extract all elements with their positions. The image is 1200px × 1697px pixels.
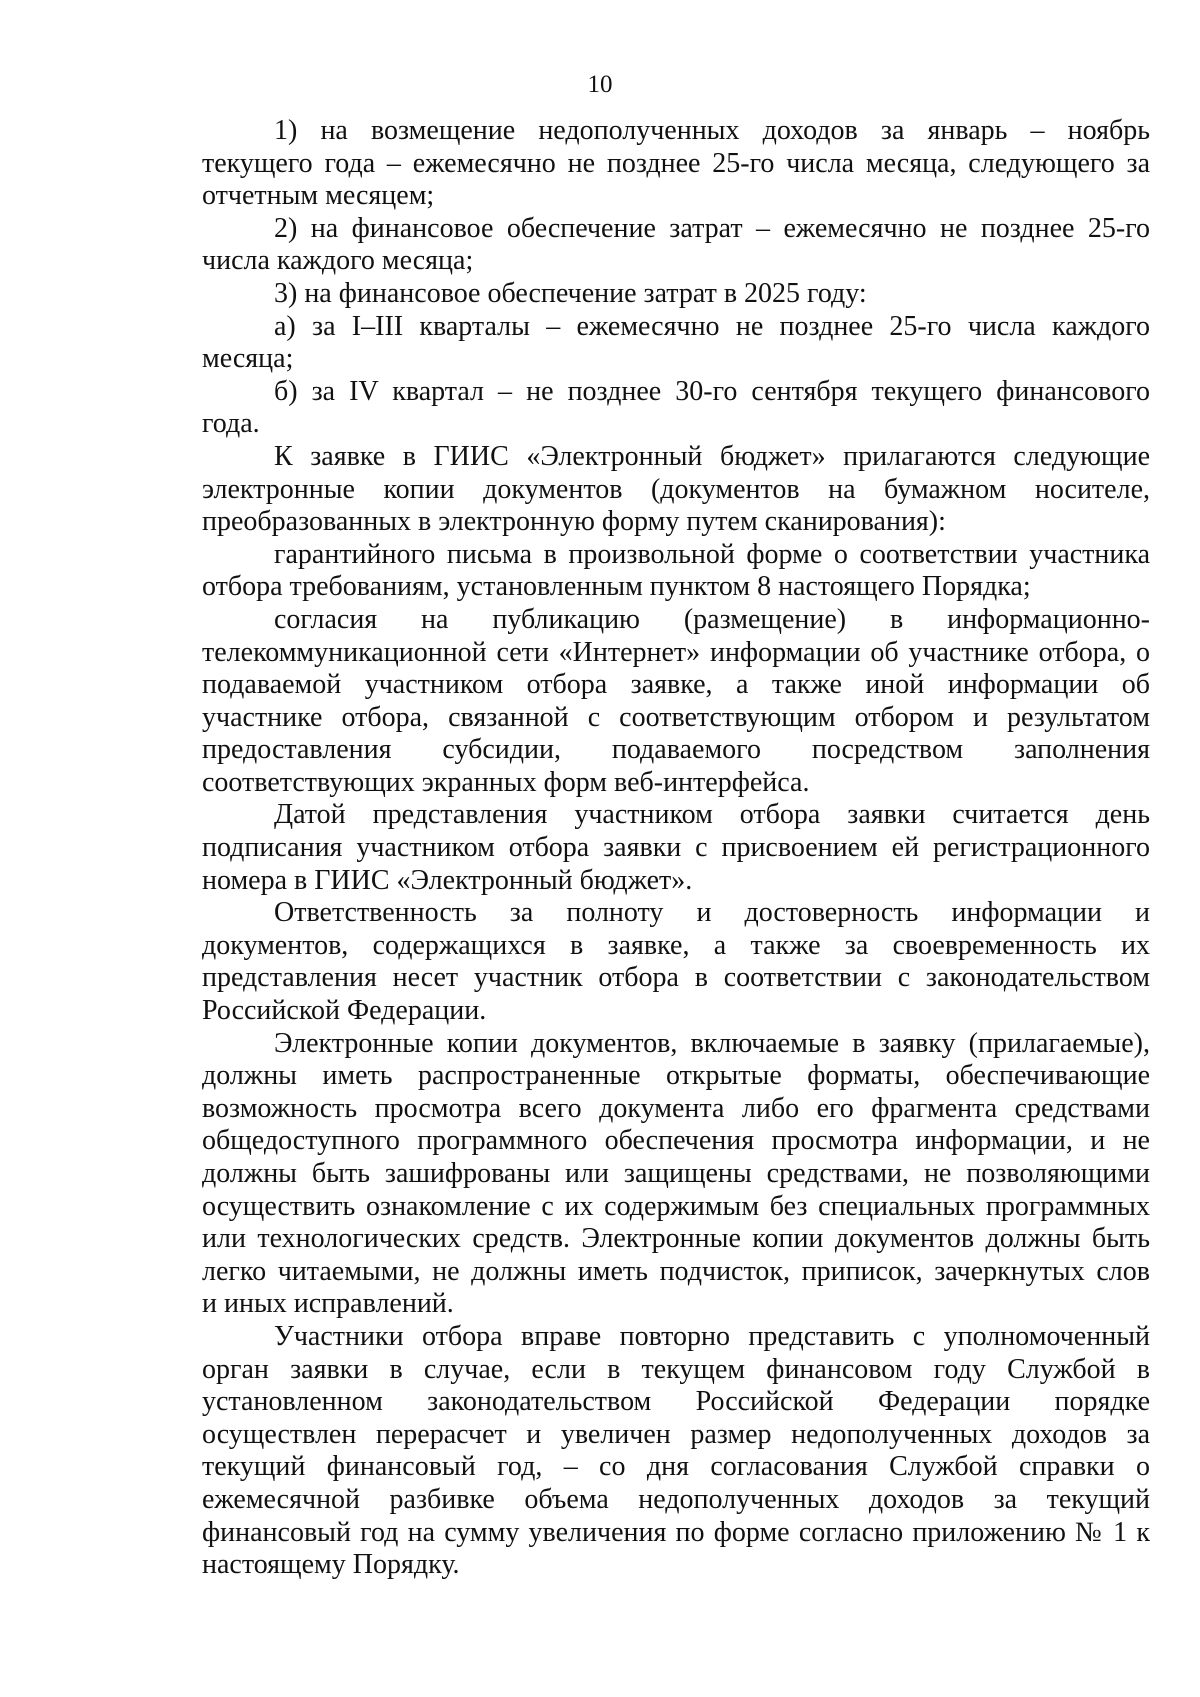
text-line: Датой представления участником отбора заявки считается день [274, 799, 1150, 831]
paragraph [202, 604, 1150, 800]
text-line: 3) на финансовое обеспечение затрат в 2025 году: [274, 277, 867, 309]
text-line: установленном законодательством Российской Федерации порядке [202, 1386, 1150, 1418]
text-line: документов, содержащихся в заявке, а также за своевременность их [202, 929, 1150, 961]
text-line: осуществить ознакомление с их содержимым без специальных программных [202, 1190, 1150, 1222]
document-body [202, 115, 1150, 1582]
paragraph [202, 799, 1150, 897]
paragraph [202, 897, 1150, 1027]
text-line: месяца; [202, 343, 294, 375]
text-line: осуществлен перерасчет и увеличен размер недополученных доходов за [202, 1418, 1150, 1450]
text-line: орган заявки в случае, если в текущем финансовом году Службой в [202, 1353, 1150, 1385]
text-line: и иных исправлений. [202, 1288, 454, 1320]
text-line: текущего года – ежемесячно не позднее 25-го числа месяца, следующего за [202, 147, 1150, 179]
text-line: ежемесячной разбивке объема недополученных доходов за текущий [202, 1483, 1150, 1515]
paragraph [202, 1028, 1150, 1321]
paragraph [202, 115, 1150, 213]
paragraph [202, 441, 1150, 539]
text-line: представления несет участник отбора в соответствии с законодательством [202, 962, 1150, 994]
text-line: участнике отбора, связанной с соответствующим отбором и результатом [202, 701, 1150, 733]
text-line: гарантийного письма в произвольной форме о соответствии участника [274, 538, 1150, 570]
text-line: а) за I–III кварталы – ежемесячно не позднее 25-го числа каждого [274, 310, 1150, 342]
text-line: должны иметь распространенные открытые форматы, обеспечивающие [202, 1060, 1150, 1092]
text-line: легко читаемыми, не должны иметь подчисток, приписок, зачеркнутых слов [202, 1255, 1150, 1287]
text-line: преобразованных в электронную форму путем сканирования): [202, 506, 946, 538]
page-number: 10 [587, 71, 613, 98]
text-line: числа каждого месяца; [202, 245, 474, 277]
paragraph [202, 278, 1150, 311]
paragraph [202, 376, 1150, 441]
text-line: б) за IV квартал – не позднее 30-го сентября текущего финансового [274, 375, 1150, 407]
text-line: Российской Федерации. [202, 995, 487, 1027]
text-line: настоящему Порядку. [202, 1549, 460, 1581]
text-line: подписания участником отбора заявки с присвоением ей регистрационного [202, 832, 1150, 864]
text-line: Электронные копии документов, включаемые в заявку (прилагаемые), [274, 1027, 1150, 1059]
text-line: соответствующих экранных форм веб-интерфейса. [202, 766, 810, 798]
text-line: подаваемой участником отбора заявке, а также иной информации об [202, 669, 1150, 701]
text-line: финансовый год на сумму увеличения по форме согласно приложению № 1 к [202, 1516, 1150, 1548]
text-line: Участники отбора вправе повторно представить с уполномоченный [274, 1320, 1150, 1352]
paragraph [202, 539, 1150, 604]
text-line: возможность просмотра всего документа либо его фрагмента средствами [202, 1092, 1150, 1124]
text-line: или технологических средств. Электронные копии документов должны быть [202, 1223, 1150, 1255]
text-line: отчетным месяцем; [202, 180, 435, 212]
text-line: должны быть зашифрованы или защищены средствами, не позволяющими [202, 1158, 1150, 1189]
text-line: года. [202, 408, 260, 440]
text-line: К заявке в ГИИС «Электронный бюджет» прилагаются следующие [274, 440, 1150, 472]
text-line: Ответственность за полноту и достоверность информации и [274, 897, 1150, 929]
text-line: телекоммуникационной сети «Интернет» информации об участнике отбора, о [202, 636, 1150, 668]
text-line: номера в ГИИС «Электронный бюджет». [202, 864, 693, 896]
text-line: согласия на публикацию (размещение) в информационно- [274, 603, 1150, 635]
text-line: 1) на возмещение недополученных доходов за январь – ноябрь [274, 115, 1150, 146]
text-line: 2) на финансовое обеспечение затрат – ежемесячно не позднее 25-го [274, 212, 1150, 244]
paragraph [202, 311, 1150, 376]
text-line: отбора требованиям, установленным пунктом 8 настоящего Порядка; [202, 571, 1031, 603]
text-line: общедоступного программного обеспечения просмотра информации, и не [202, 1125, 1150, 1157]
text-line: электронные копии документов (документов на бумажном носителе, [202, 473, 1150, 505]
paragraph [202, 213, 1150, 278]
text-line: предоставления субсидии, подаваемого посредством заполнения [202, 734, 1150, 766]
paragraph [202, 1321, 1150, 1582]
text-line: текущий финансовый год, – со дня согласования Службой справки о [202, 1451, 1150, 1483]
